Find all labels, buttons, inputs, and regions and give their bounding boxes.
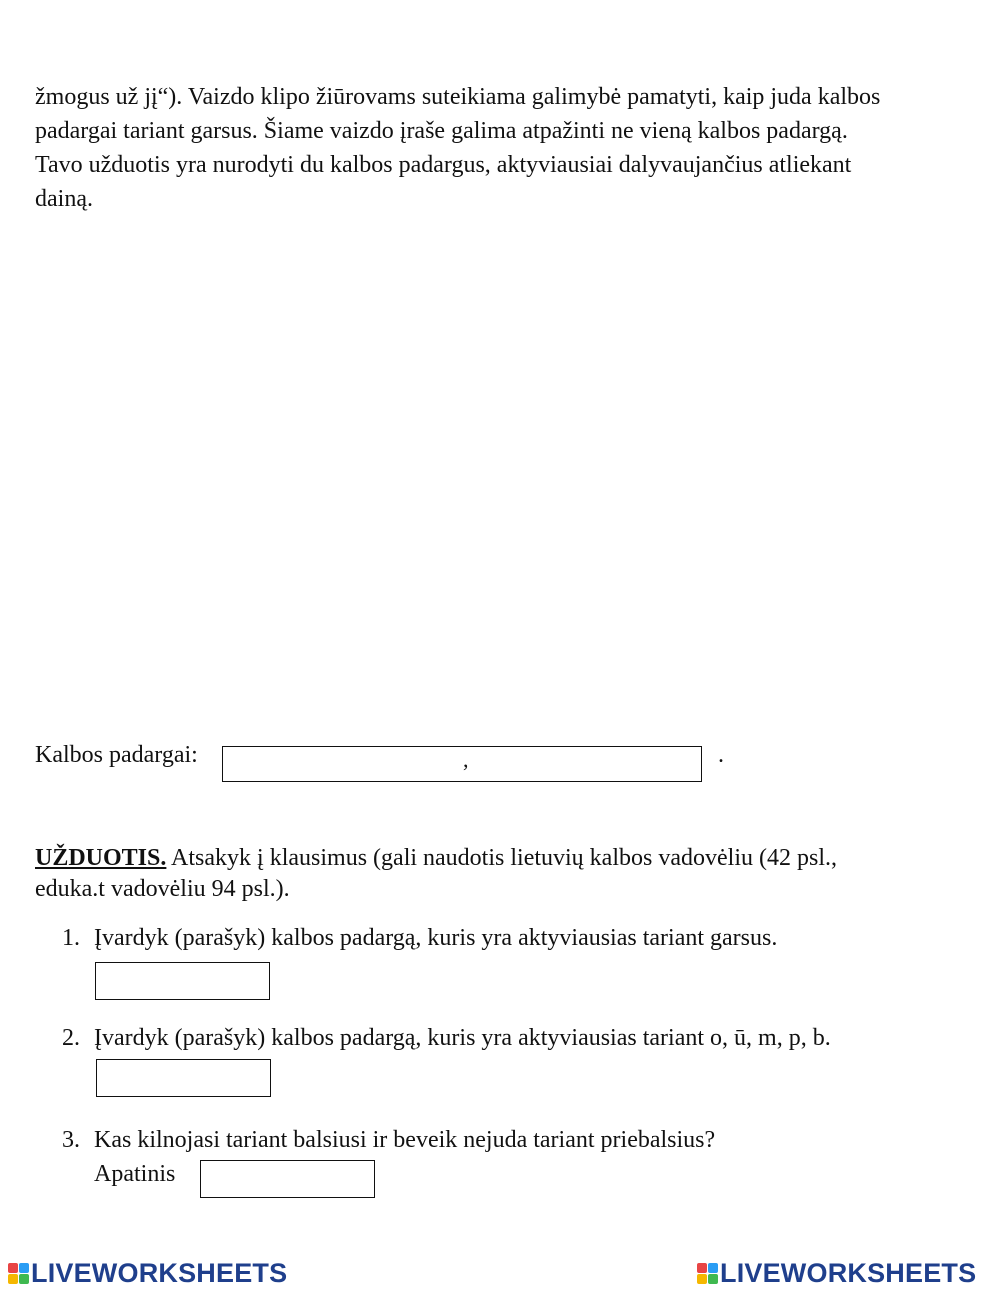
liveworksheets-logo-left[interactable] — [8, 1258, 287, 1288]
logo-text: LIVEWORKSHEETS — [720, 1257, 977, 1288]
question-3-prefix: Apatinis — [94, 1161, 176, 1187]
question-text: Įvardyk (parašyk) kalbos padargą, kuris yra aktyviausias tariant o, ū, m, p, b. — [94, 1025, 831, 1051]
speech-organs-answer-field[interactable] — [222, 746, 702, 782]
question-2-answer-field[interactable] — [96, 1059, 271, 1097]
liveworksheets-grid-icon — [8, 1263, 29, 1284]
question-3 — [62, 1127, 715, 1154]
liveworksheets-grid-icon — [697, 1263, 718, 1284]
task-line-2: eduka.t vadovėliu 94 psl.). — [35, 876, 290, 902]
question-text: Kas kilnojasi tariant balsiusi ir beveik nejuda tariant priebalsius? — [94, 1127, 716, 1153]
speech-organs-label: Kalbos padargai: — [35, 742, 198, 768]
task-text: Atsakyk į klausimus (gali naudotis lietuvių kalbos vadovėliu (42 psl., — [166, 845, 837, 871]
question-1 — [62, 925, 777, 952]
question-number: 1. — [62, 925, 80, 951]
question-1-answer-field[interactable] — [95, 962, 270, 1000]
intro-line: dainą. — [35, 186, 93, 212]
speech-organs-row — [35, 740, 935, 780]
question-number: 3. — [62, 1127, 80, 1153]
liveworksheets-logo-right[interactable] — [697, 1258, 976, 1288]
intro-line: žmogus už jį“). Vaizdo klipo žiūrovams suteikiama galimybė pamatyti, kaip juda kalbos — [35, 84, 881, 110]
question-2 — [62, 1025, 831, 1052]
intro-line: Tavo užduotis yra nurodyti du kalbos padargus, aktyviausiai dalyvaujančius atliekant — [35, 152, 852, 178]
task-heading: UŽDUOTIS. — [35, 845, 167, 871]
intro-paragraph — [35, 80, 975, 216]
answer-separator: , — [463, 747, 469, 772]
logo-text: LIVEWORKSHEETS — [31, 1257, 288, 1288]
task-instructions — [35, 843, 965, 905]
question-3-answer-field[interactable] — [200, 1160, 375, 1198]
sentence-end-dot: . — [718, 742, 724, 768]
intro-line: padargai tariant garsus. Šiame vaizdo įraše galima atpažinti ne vieną kalbos padargą. — [35, 118, 848, 144]
question-text: Įvardyk (parašyk) kalbos padargą, kuris yra aktyviausias tariant garsus. — [94, 925, 778, 951]
question-number: 2. — [62, 1025, 80, 1051]
task-line-1 — [35, 843, 965, 874]
